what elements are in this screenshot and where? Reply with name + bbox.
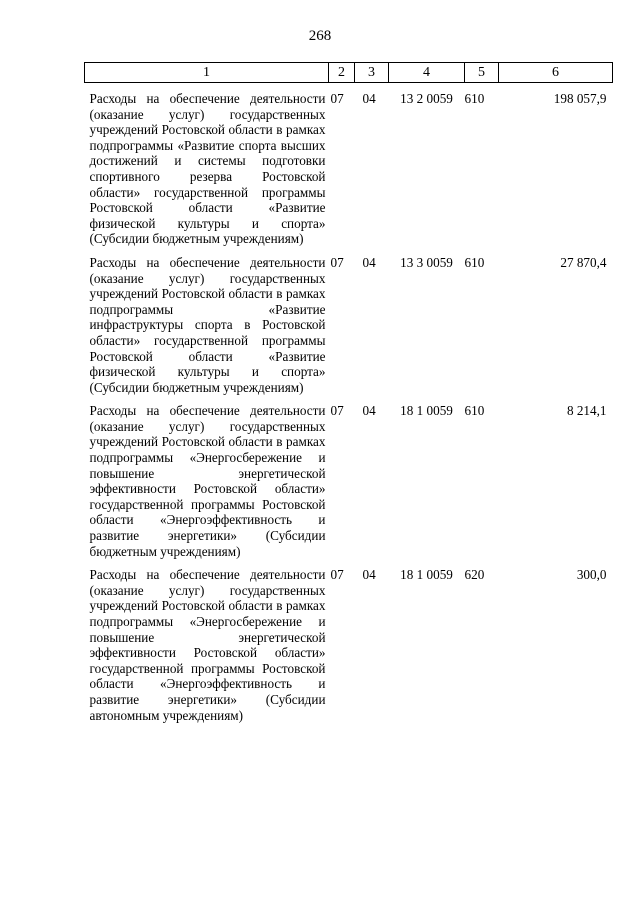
subsection-code: 04 — [362, 254, 376, 270]
amount: 198 057,9 — [553, 91, 607, 106]
expense-description: Расходы на обеспечение деятельности (оказание услуг) государственных учреждений Ростовской области в рамках подпрограммы «Развитие спорта высших достижений и системы подготовки спортивного резерва Ростовской области» государственной программы Ростовской области «Развитие физической культуры и спорта» (Субсидии бюджетным учреждениям) — [89, 91, 326, 247]
section-code: 07 — [330, 91, 344, 106]
subsection-code: 04 — [362, 91, 376, 106]
column-header-3: 3 — [355, 63, 389, 83]
header-row — [85, 63, 613, 83]
column-header-6: 6 — [499, 63, 613, 83]
expense-description: Расходы на обеспечение деятельности (оказание услуг) государственных учреждений Ростовской области в рамках подпрограммы «Энергосбережение и повышение энергетической эффективности Ростовской области» государственной программы Ростовской области «Энергоэффективность и развитие энергетики» (Субсидии автономным учреждениям) — [89, 567, 326, 723]
subsection-code: 04 — [362, 567, 376, 583]
expense-type-code: 610 — [464, 403, 485, 419]
target-article-code: 13 3 0059 — [400, 254, 453, 270]
budget-table — [84, 62, 613, 723]
column-header-2: 2 — [329, 63, 355, 83]
table-row — [85, 247, 613, 395]
target-article-code: 13 2 0059 — [400, 91, 453, 106]
table-row — [85, 83, 613, 247]
page-number: 268 — [308, 28, 332, 44]
expense-type-code: 610 — [464, 254, 485, 270]
target-article-code: 18 1 0059 — [400, 403, 453, 419]
column-header-5: 5 — [465, 63, 499, 83]
expense-type-code: 610 — [464, 91, 485, 106]
amount: 27 870,4 — [560, 254, 607, 270]
column-header-4: 4 — [389, 63, 465, 83]
expense-description: Расходы на обеспечение деятельности (оказание услуг) государственных учреждений Ростовской области в рамках подпрограммы «Энергосбережение и повышение энергетической эффективности Ростовской области» государственной программы Ростовской области «Энергоэффективность и развитие энергетики» (Субсидии бюджетным учреждениям) — [89, 403, 326, 559]
target-article-code: 18 1 0059 — [400, 567, 453, 583]
expense-type-code: 620 — [464, 567, 485, 583]
subsection-code: 04 — [362, 403, 376, 419]
table-row — [85, 395, 613, 559]
section-code: 07 — [330, 403, 344, 419]
section-code: 07 — [330, 254, 344, 270]
section-code: 07 — [330, 567, 344, 583]
amount: 8 214,1 — [566, 403, 607, 419]
amount: 300,0 — [576, 567, 607, 583]
column-header-1: 1 — [85, 63, 329, 83]
table-row — [85, 559, 613, 723]
expense-description: Расходы на обеспечение деятельности (оказание услуг) государственных учреждений Ростовской области в рамках подпрограммы «Развитие инфраструктуры спорта в Ростовской области» государственной программы Ростовской области «Развитие физической культуры и спорта» (Субсидии бюджетным учреждениям) — [89, 254, 326, 395]
